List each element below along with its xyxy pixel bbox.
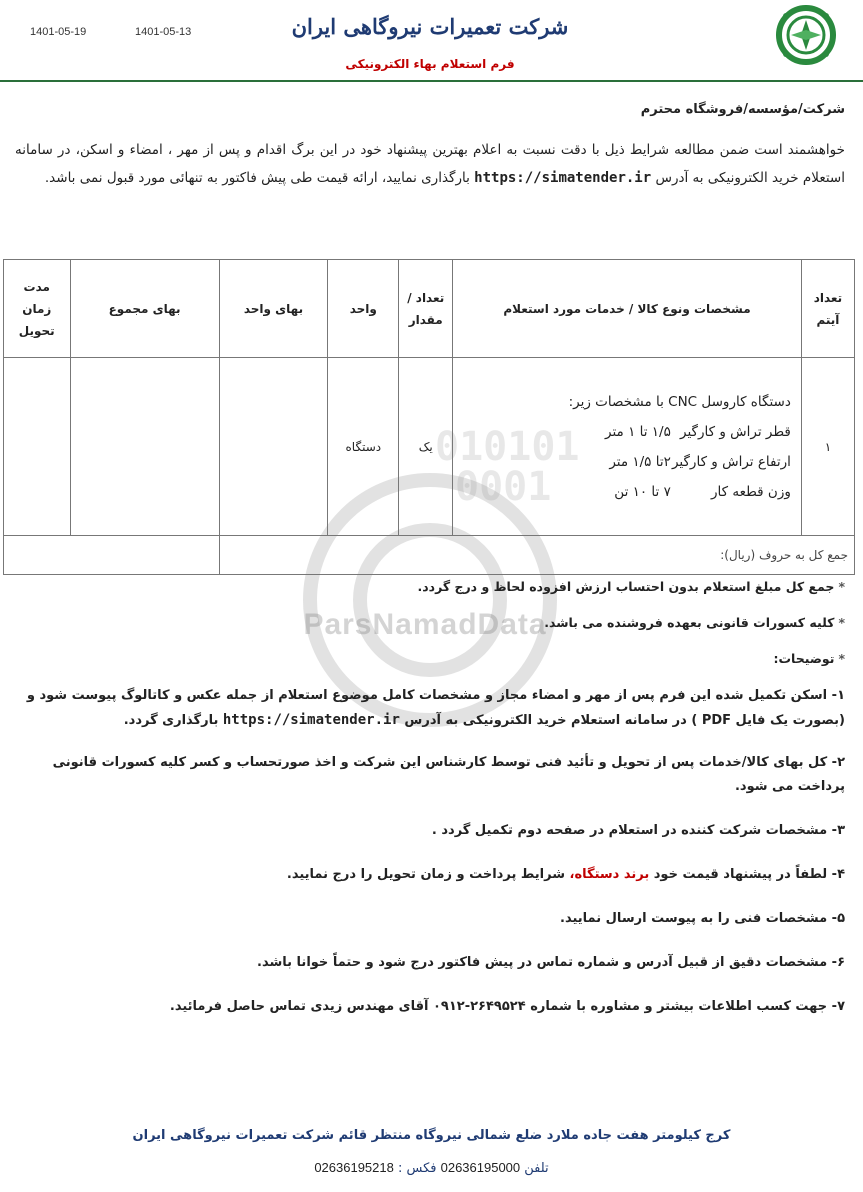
condition-4-highlight: برند دستگاه، xyxy=(569,867,650,882)
spec-line xyxy=(463,447,791,477)
cell-qty: یک xyxy=(399,358,453,536)
condition-4-text-end: شرایط پرداخت و زمان تحویل را درج نمایید. xyxy=(286,867,565,882)
spec-line xyxy=(463,477,791,507)
cell-unit: دستگاه xyxy=(328,358,399,536)
table-row xyxy=(4,358,855,536)
sum-row xyxy=(4,536,855,575)
cell-unit-price[interactable] xyxy=(219,358,328,536)
condition-item xyxy=(13,684,845,733)
condition-item: ۵- مشخصات فنی را به پیوست ارسال نمایید. xyxy=(560,911,845,926)
spec-line xyxy=(463,417,791,447)
item-title: دستگاه کاروسل CNC با مشخصات زیر: xyxy=(568,393,791,410)
condition-1-text-end: بارگذاری گردد. xyxy=(123,713,219,728)
spec-name: وزن قطعه کار xyxy=(710,483,791,500)
fax-label: فکس : xyxy=(397,1161,437,1176)
svg-text:010101: 010101 xyxy=(435,424,580,470)
note-deductions xyxy=(544,615,845,630)
conditions-list xyxy=(13,684,845,1033)
cell-item-no: ۱ xyxy=(801,358,854,536)
condition-1-url-link[interactable]: https://simatender.ir xyxy=(222,712,400,728)
condition-4-text: ۴- لطفاً در پیشنهاد قیمت خود xyxy=(653,867,845,882)
phone-number: 02636195000 xyxy=(440,1160,521,1175)
date-right: 1401-05-13 xyxy=(135,26,192,38)
intro-text-1: خواهشمند است ضمن مطالعه شرایط ذیل با دقت نسبت به اعلام بهترین پیشنهاد خود در این برگ اقدام و پس از مهر ، امضاء و اسکن، در سامانه استعلام خرید الکترونیکی به آدرس xyxy=(15,142,845,186)
cell-total-price[interactable] xyxy=(70,358,219,536)
condition-item: ۶- مشخصات دقیق از قبیل آدرس و شماره تماس در پیش فاکتور درج شود و حتماً خوانا باشد. xyxy=(257,955,845,970)
footer-address: کرج کیلومتر هفت جاده ملارد ضلع شمالی نیروگاه منتظر قائم شرکت تعمیرات نیروگاهی ایران xyxy=(132,1128,731,1143)
date-left: 1401-05-19 xyxy=(30,26,87,38)
form-title: فرم استعلام بهاء الکترونیکی xyxy=(345,57,515,71)
watermark-text: ParsNamadData xyxy=(303,608,547,641)
phone-label: تلفن xyxy=(524,1161,549,1176)
intro-text-2: بارگذاری نمایید، ارائه قیمت طی پیش فاکتور به تنهائی مورد قبول نمی باشد. xyxy=(44,170,470,186)
letterhead xyxy=(0,0,863,80)
cell-description xyxy=(453,358,802,536)
fax-number: 02636195218 xyxy=(314,1160,394,1175)
condition-item xyxy=(13,863,845,887)
company-logo-icon xyxy=(771,4,841,66)
note-vat-text: جمع کل مبلغ استعلام بدون احتساب ارزش افزوده لحاظ و درج گردد. xyxy=(417,579,835,594)
salutation: شرکت/مؤسسه/فروشگاه محترم xyxy=(640,102,845,117)
spec-value: ۷ تا ۱۰ تن xyxy=(614,483,671,500)
asterisk-icon: * xyxy=(838,615,845,630)
footer-contact xyxy=(0,1160,863,1176)
svg-text:0001: 0001 xyxy=(455,464,552,510)
intro-paragraph xyxy=(15,136,845,192)
note-vat xyxy=(418,579,846,594)
intro-url-link[interactable]: https://simatender.ir xyxy=(474,170,652,186)
header-divider xyxy=(0,80,863,82)
asterisk-icon: * xyxy=(838,651,845,666)
header-qty: تعداد / مقدار xyxy=(399,260,453,358)
spec-name: قطر تراش و کارگیر xyxy=(680,423,791,440)
condition-1-text: ۱- اسکن تکمیل شده این فرم پس از مهر و امضاء مجاز و مشخصات کامل موضوع استعلام از جمله عکس و کاتالوگ پیوست شود و (بصورت یک فایل PDF ) در سامانه استعلام خرید الکترونیکی به آدرس xyxy=(26,688,845,728)
condition-item: ۲- کل بهای کالا/خدمات پس از تحویل و تأئید فنی توسط کارشناس این شرکت و اخذ صورتحساب و کسر کلیه کسورات قانونی پرداخت می شود. xyxy=(52,755,845,794)
spec-value: ۲تا ۱/۵ متر xyxy=(609,453,671,470)
asterisk-icon: * xyxy=(838,579,845,594)
inquiry-table xyxy=(3,259,855,575)
condition-item: ۷- جهت کسب اطلاعات بیشتر و مشاوره با شماره ۲۶۴۹۵۲۴-۰۹۱۲ آقای مهندس زیدی تماس حاصل فرمائید. xyxy=(169,999,845,1014)
explanations-heading xyxy=(773,651,845,666)
header-total-price: بهای مجموع xyxy=(70,260,219,358)
header-item-no: تعداد آیتم xyxy=(801,260,854,358)
company-name: شرکت تعمیرات نیروگاهی ایران xyxy=(291,14,569,39)
sum-value-cell[interactable] xyxy=(4,536,220,575)
explanations-label: توضیحات: xyxy=(773,651,835,666)
sum-label: جمع کل به حروف (ریال): xyxy=(219,536,854,575)
spec-name: ارتفاع تراش و کارگیر xyxy=(671,453,791,470)
header-description: مشخصات ونوع کالا / خدمات مورد استعلام xyxy=(453,260,802,358)
note-deductions-text: کلیه کسورات قانونی بعهده فروشنده می باشد. xyxy=(544,615,835,630)
spec-value: ۱/۵ تا ۱ متر xyxy=(605,423,671,440)
header-unit: واحد xyxy=(328,260,399,358)
cell-delivery[interactable] xyxy=(4,358,71,536)
header-unit-price: بهای واحد xyxy=(219,260,328,358)
condition-item: ۳- مشخصات شرکت کننده در استعلام در صفحه دوم تکمیل گردد . xyxy=(431,823,845,838)
header-delivery: مدت زمان تحویل xyxy=(4,260,71,358)
